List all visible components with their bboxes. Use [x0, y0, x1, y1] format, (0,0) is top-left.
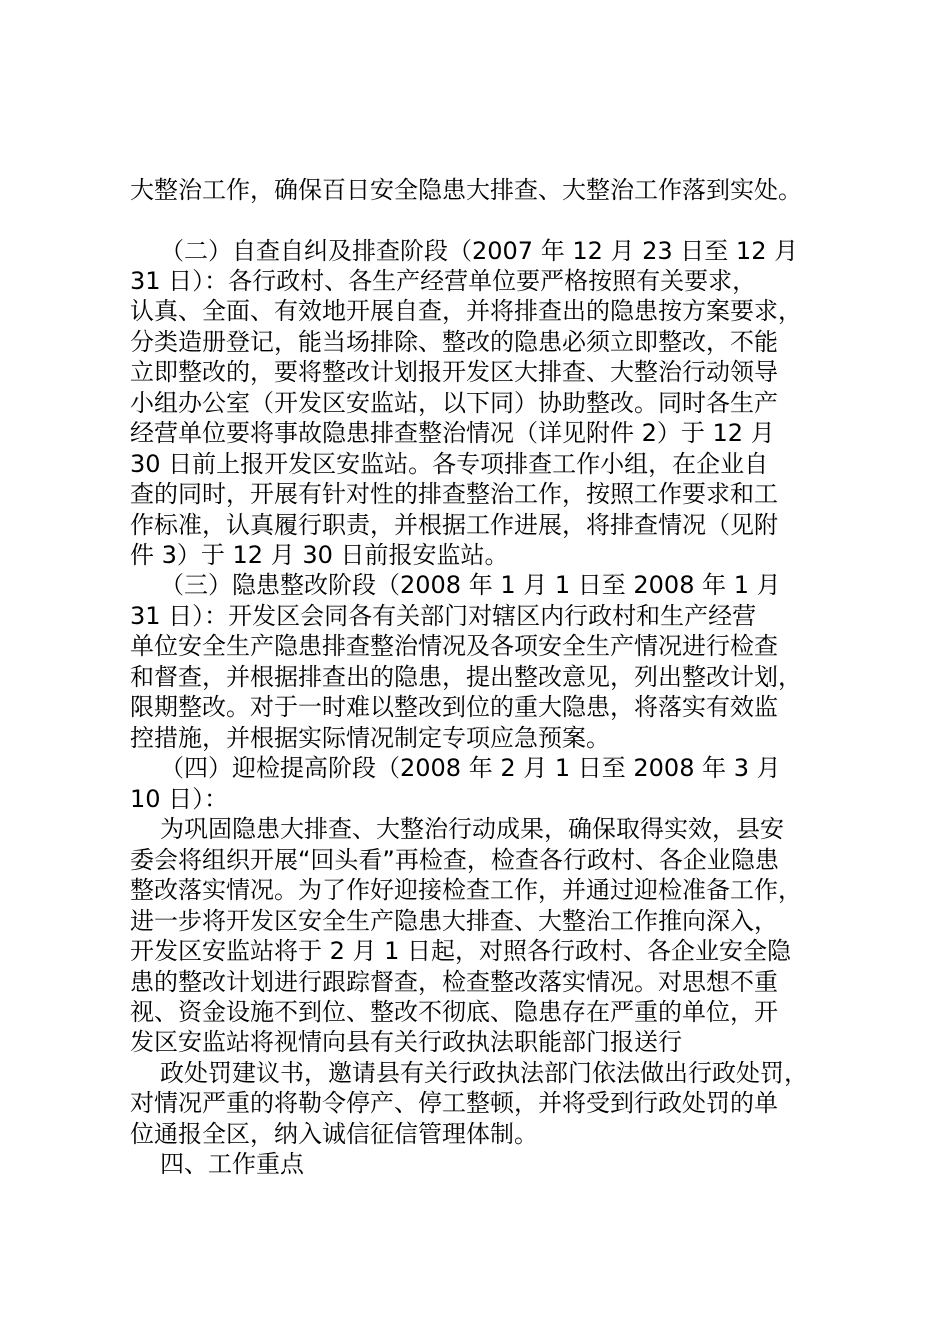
text-line: 政处罚建议书，邀请县有关行政执法部门依法做出行政处罚，	[160, 1059, 808, 1087]
text-line: 委会将组织开展“回头看”再检查，检查各行政村、各企业隐患	[130, 846, 779, 874]
text-line: 件 3）于 12 月 30 日前报安监站。	[130, 541, 509, 569]
text-line: 对情况严重的将勒令停产、停工整顿，并将受到行政处罚的单	[130, 1089, 778, 1117]
section-heading-2: （二）自查自纠及排查阶段（2007 年 12 月 23 日至 12 月	[160, 237, 799, 265]
text-line: 和督查，并根据排查出的隐患，提出整改意见，列出整改计划，	[130, 663, 802, 691]
text-line: 控措施，并根据实际情况制定专项应急预案。	[130, 724, 610, 752]
text-line: 开发区安监站将于 2 月 1 日起，对照各行政村、各企业安全隐	[130, 937, 792, 965]
text-line: 经营单位要将事故隐患排查整治情况（详见附件 2）于 12 月	[130, 419, 775, 447]
text-line: 视、资金设施不到位、整改不彻底、隐患存在严重的单位，开	[130, 998, 778, 1026]
text-line: 31 日）：开发区会同各有关部门对辖区内行政村和生产经营	[130, 602, 757, 630]
text-line: 认真、全面、有效地开展自查，并将排查出的隐患按方案要求，	[130, 297, 802, 325]
text-line: 发区安监站将视情向县有关行政执法职能部门报送行	[130, 1028, 682, 1056]
section-heading-work-focus: 四、工作重点	[160, 1150, 304, 1178]
text-line: 31 日）：各行政村、各生产经营单位要严格按照有关要求，	[130, 267, 757, 295]
text-line: 小组办公室（开发区安监站，以下同）协助整改。同时各生产	[130, 389, 778, 417]
text-line: 大整治工作，确保百日安全隐患大排查、大整治工作落到实处。	[130, 176, 802, 204]
text-line: 立即整改的，要将整改计划报开发区大排查、大整治行动领导	[130, 358, 778, 386]
section-heading-4: （四）迎检提高阶段（2008 年 2 月 1 日至 2008 年 3 月	[160, 754, 781, 782]
text-line: 单位安全生产隐患排查整治情况及各项安全生产情况进行检查	[130, 632, 778, 660]
text-line: 进一步将开发区安全生产隐患大排查、大整治工作推向深入，	[130, 907, 778, 935]
text-line: 为巩固隐患大排查、大整治行动成果，确保取得实效，县安	[160, 815, 784, 843]
text-line: 分类造册登记，能当场排除、整改的隐患必须立即整改，不能	[130, 328, 778, 356]
text-line: 作标准，认真履行职责，并根据工作进展，将排查情况（见附	[130, 511, 778, 539]
text-line: 患的整改计划进行跟踪督查，检查整改落实情况。对思想不重	[130, 968, 778, 996]
text-line: 限期整改。对于一时难以整改到位的重大隐患，将落实有效监	[130, 693, 778, 721]
text-line: 整改落实情况。为了作好迎接检查工作，并通过迎检准备工作，	[130, 876, 802, 904]
text-line: 位通报全区，纳入诚信征信管理体制。	[130, 1120, 538, 1148]
text-line: 30 日前上报开发区安监站。各专项排查工作小组，在企业自	[130, 450, 769, 478]
text-line: 10 日）：	[130, 785, 229, 813]
section-heading-3: （三）隐患整改阶段（2008 年 1 月 1 日至 2008 年 1 月	[160, 571, 781, 599]
text-line: 查的同时，开展有针对性的排查整治工作，按照工作要求和工	[130, 480, 778, 508]
